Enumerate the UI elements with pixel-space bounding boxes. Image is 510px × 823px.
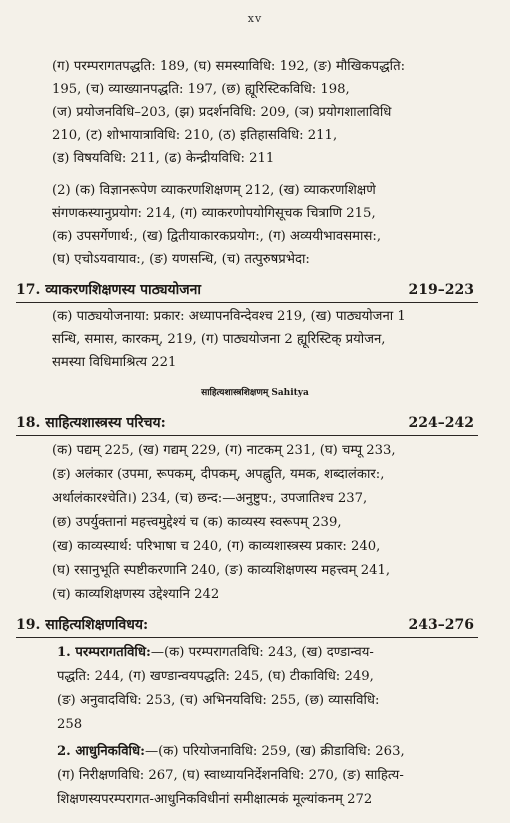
toc-line: संगणकस्यानुप्रयोग: 214, (ग) व्याकरणोपयोगिसूचक चित्राणि 215, (52, 206, 376, 221)
toc-line: (ड) विषयविधि: 211, (ढ) केन्द्रीयविधि: 211 (52, 151, 275, 166)
toc-line: (ङ) अलंकार (उपमा, रूपकम्, दीपकम्, अपह्नुति, यमक, शब्दालंकार:, (52, 467, 385, 482)
toc-line: (घ) एचोऽयवायाव:, (ङ) यणसन्धि, (च) तत्पुरुषप्रभेदा: (52, 252, 310, 267)
toc-line: (ख) काव्यस्यार्थ: परिभाषा च 240, (ग) काव्यशास्त्रस्य प्रकार: 240, (52, 539, 381, 554)
chapter-18-pages: 224–242 (408, 415, 474, 431)
toc-line (57, 743, 405, 760)
chapter-17-rule (16, 302, 478, 303)
toc-line: अर्थालंकारश्चेति।) 234, (च) छन्द:—अनुष्टुप:, उपजातिश्च 237, (52, 491, 368, 506)
toc-line: (च) काव्यशिक्षणस्य उद्देश्यानि 242 (52, 587, 220, 602)
toc-line: पद्धति: 244, (ग) खण्डान्वयपद्धति: 245, (घ) टीकाविधि: 249, (57, 669, 374, 684)
chapter-17-pages: 219–223 (408, 282, 474, 298)
toc-line: (ग) निरीक्षणविधि: 267, (घ) स्वाध्यायनिर्देशनविधि: 270, (ङ) साहित्य- (57, 768, 404, 783)
toc-line: सन्धि, समास, कारकम्, 219, (ग) पाठ्ययोजना 2 ह्यूरिस्टिक् प्रयोजन, (52, 332, 386, 347)
toc-line: 210, (ट) शोभायात्राविधि: 210, (ठ) इतिहासविधि: 211, (52, 128, 338, 143)
toc-line: शिक्षणस्यपरम्परागत-आधुनिकविधीनां समीक्षात्मकं मूल्यांकनम् 272 (57, 792, 373, 807)
subsection-2-text: —(क) परियोजनाविधि: 259, (ख) क्रीडाविधि: 263, (144, 744, 405, 759)
toc-line (57, 644, 374, 661)
subsection-2-lead: 2. आधुनिकविधि: (57, 744, 145, 759)
chapter-19-pages: 243–276 (408, 617, 474, 633)
toc-line: (घ) रसानुभूति स्पष्टीकरणानि 240, (ङ) काव्यशिक्षणस्य महत्त्वम् 241, (52, 563, 391, 578)
toc-line: (2) (क) विज्ञानरूपेण व्याकरणशिक्षणम् 212, (ख) व्याकरणशिक्षणे (52, 183, 376, 198)
subsection-1-lead: 1. परम्परागतविधि: (57, 645, 151, 660)
toc-line: (क) पद्यम् 225, (ख) गद्यम् 229, (ग) नाटकम् 231, (घ) चम्पू 233, (52, 443, 396, 458)
subsection-1-text: —(क) परम्परागतविधि: 243, (ख) दण्डान्वय- (150, 645, 374, 660)
chapter-19-title: 19. साहित्यशिक्षणविधय: (16, 617, 149, 633)
chapter-17-title: 17. व्याकरणशिक्षणस्य पाठ्ययोजना (16, 282, 202, 298)
part-heading: साहित्यशास्त्रशिक्षणम् Sahitya (201, 388, 309, 398)
chapter-19-rule (16, 637, 478, 638)
toc-line: (ग) परम्परागतपद्धति: 189, (घ) समस्याविधि: 192, (ङ) मौखिकपद्धति: (52, 59, 406, 74)
toc-line: (ज) प्रयोजनविधि–203, (झ) प्रदर्शनविधि: 209, (ञ) प्रयोगशालाविधि (52, 105, 392, 120)
page-number-header: xv (247, 12, 263, 25)
toc-line: 258 (57, 717, 83, 732)
chapter-18-rule (16, 435, 478, 436)
toc-line: (क) पाठ्ययोजनाया: प्रकार: अध्यापनविन्देवश्च 219, (ख) पाठ्ययोजना 1 (52, 309, 406, 324)
toc-line: (ङ) अनुवादविधि: 253, (च) अभिनयविधि: 255, (छ) व्यासविधि: (57, 693, 380, 708)
toc-line: समस्या विधिमाश्रित्य 221 (52, 355, 177, 370)
toc-line: (छ) उपर्युक्तानां महत्त्वमुद्देश्यं च (क) काव्यस्य स्वरूपम् 239, (52, 515, 342, 530)
chapter-18-title: 18. साहित्यशास्त्रस्य परिचय: (16, 415, 166, 431)
toc-line: (क) उपसर्गेणार्थ:, (ख) द्वितीयाकारकप्रयोग:, (ग) अव्ययीभावसमास:, (52, 229, 382, 244)
toc-line: 195, (च) व्याख्यानपद्धति: 197, (छ) ह्यूरिस्टिकविधि: 198, (52, 82, 350, 97)
